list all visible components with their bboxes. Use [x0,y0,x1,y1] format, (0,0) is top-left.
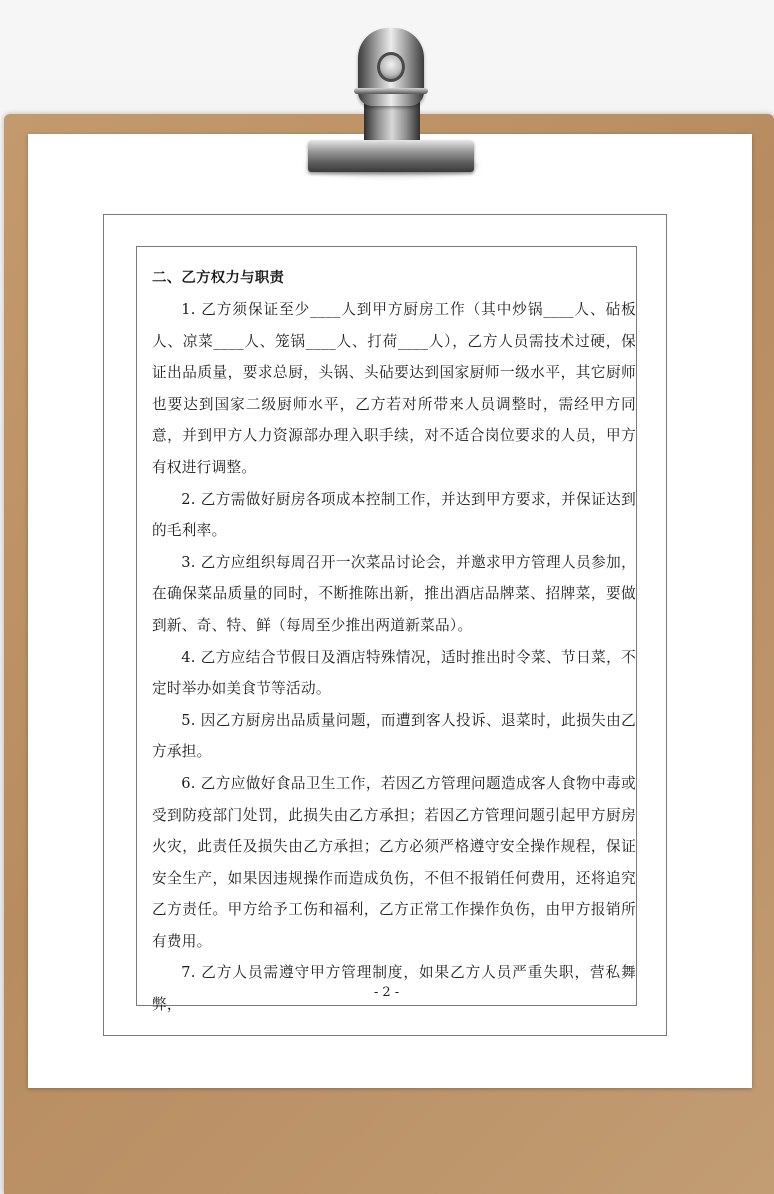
paragraph-6: 6. 乙方应做好食品卫生工作，若因乙方管理问题造成客人食物中毒或受到防疫部门处罚，此损失由乙方承担；若因乙方管理问题引起甲方厨房火灾，此责任及损失由乙方承担；乙方必须严格遵守安全操作规程，保证安全生产，如果因违规操作而造成负伤，不但不报销任何费用，还将追究乙方责任。甲方给予工伤和福利，乙方正常工作操作负伤，由甲方报销所有费用。 [152,774,636,950]
paragraph-2: 2. 乙方需做好厨房各项成本控制工作，并达到甲方要求，并保证达到的毛利率。 [152,490,636,540]
section-title: 二、乙方权力与职责 [152,270,285,286]
clip-hole [377,52,405,82]
page-number: - 2 - [373,985,400,1000]
clip-base [308,140,474,172]
clip-pin [354,88,428,94]
paragraph-1: 1. 乙方须保证至少____人到甲方厨房工作（其中炒锅____人、砧板人、凉菜____人、笼锅____人、打荷____人），乙方人员需技术过硬，保证出品质量，要求总厨，头锅、头砧要达到国家厨师一级水平，其它厨师也要达到国家二级厨师水平，乙方若对所带来人员调整时，需经甲方同意，并到甲方人力资源部办理入职手续，对不适合岗位要求的人员，甲方有权进行调整。 [152,301,636,476]
paragraph-5: 5. 因乙方厨房出品质量问题，而遭到客人投诉、退菜时，此损失由乙方承担。 [152,711,636,761]
paragraph-3: 3. 乙方应组织每周召开一次菜品讨论会，并邀求甲方管理人员参加，在确保菜品质量的同时，不断推陈出新，推出酒店品牌菜、招牌菜，要做到新、奇、特、鲜（每周至少推出两道新菜品）。 [152,553,636,634]
document-content [152,262,636,1021]
paragraph-7: 7. 乙方人员需遵守甲方管理制度，如果乙方人员严重失职，营私舞弊， [152,964,636,1014]
paragraph-4: 4. 乙方应结合节假日及酒店特殊情况，适时推出时令菜、节日菜，不定时举办如美食节等活动。 [152,648,636,698]
